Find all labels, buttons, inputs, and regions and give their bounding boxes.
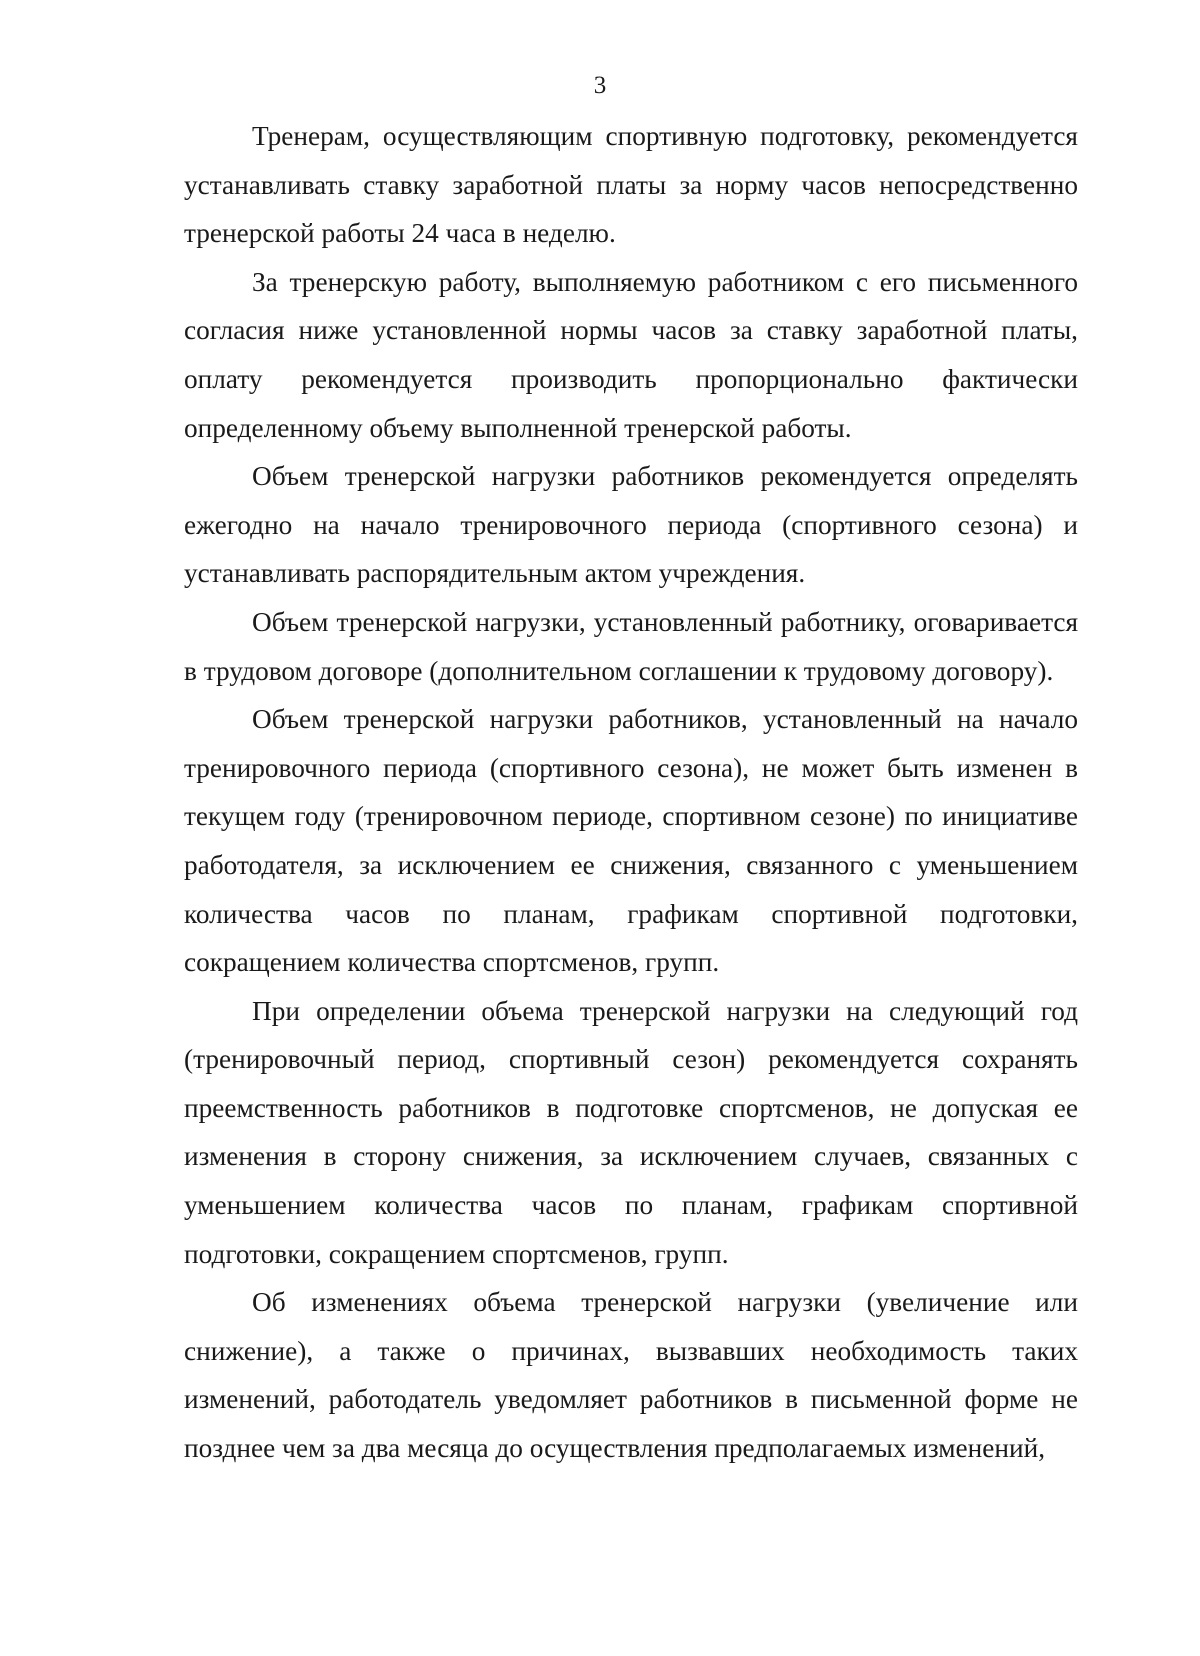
text-line: тренировочного периода (спортивного сезона), не может быть изменен [184,752,1053,783]
text-line: оплату рекомендуется производить пропорционально фактически [184,363,1078,394]
paragraph-3 [184,452,1078,598]
paragraph-5 [184,695,1078,987]
text-line: с уменьшением количества часов по планам, графикам спортивной [184,1141,1078,1221]
text-line: подготовки, сокращением количества спортсменов, групп. [184,898,1079,978]
text-line: Объем тренерской нагрузки работников, установленный на начало [252,704,1078,735]
paragraph-7 [184,1278,1078,1472]
document-body [184,112,1078,1473]
text-line: согласия ниже установленной нормы часов за ставку заработной платы, [184,315,1078,346]
text-line: изменений, работодатель уведомляет работников в письменной форме не [184,1384,1078,1415]
text-line: ее изменения в сторону снижения, за исключением случаев, связанных [184,1092,1079,1172]
text-line: непосредственно тренерской работы 24 часа в неделю. [184,169,1078,249]
text-line: При определении объема тренерской нагрузки на следующий год [252,995,1078,1026]
text-line: по инициативе работодателя, за исключением ее снижения, связанного [184,801,1078,880]
text-line: преемственность работников в подготовке спортсменов, не допуская [184,1092,1039,1123]
text-line: (тренировочный период, спортивный сезон) рекомендуется сохранять [184,1044,1078,1075]
text-line: и устанавливать распорядительным актом учреждения. [184,509,1078,589]
text-line: За тренерскую работу, выполняемую работником с его письменного [252,266,1078,297]
text-line: с уменьшением количества часов по планам, графикам спортивной [184,849,1078,929]
text-line: позднее чем за два месяца до осуществления предполагаемых изменений, [184,1433,1046,1464]
text-line: к трудовому договору). [783,655,1054,686]
paragraph-6 [184,987,1078,1279]
paragraph-4 [184,598,1078,695]
text-line: оговаривается в трудовом договоре (дополнительном соглашении [184,606,1079,686]
text-line: Об изменениях объема тренерской нагрузки (увеличение или [252,1287,1078,1318]
text-line: ежегодно на начало тренировочного периода (спортивного сезона) [184,509,1043,540]
text-line: определенному объему выполненной тренерской работы. [184,412,852,443]
text-line: Тренерам, осуществляющим спортивную подготовку, [252,121,895,151]
paragraph-2 [184,258,1078,452]
text-line: снижение), а также о причинах, вызвавших необходимость таких [184,1335,1078,1366]
page-number: 3 [593,72,607,99]
text-line: в текущем году (тренировочном периоде, спортивном сезоне) [184,752,1078,832]
text-line: Объем тренерской нагрузки, установленный работнику, [252,606,906,637]
text-line: Объем тренерской нагрузки работников рекомендуется определять [252,461,1078,492]
paragraph-1 [184,112,1078,258]
text-line: подготовки, сокращением спортсменов, групп. [184,1238,729,1269]
text-line: рекомендуется устанавливать ставку заработной платы за норму часов [184,121,1078,200]
